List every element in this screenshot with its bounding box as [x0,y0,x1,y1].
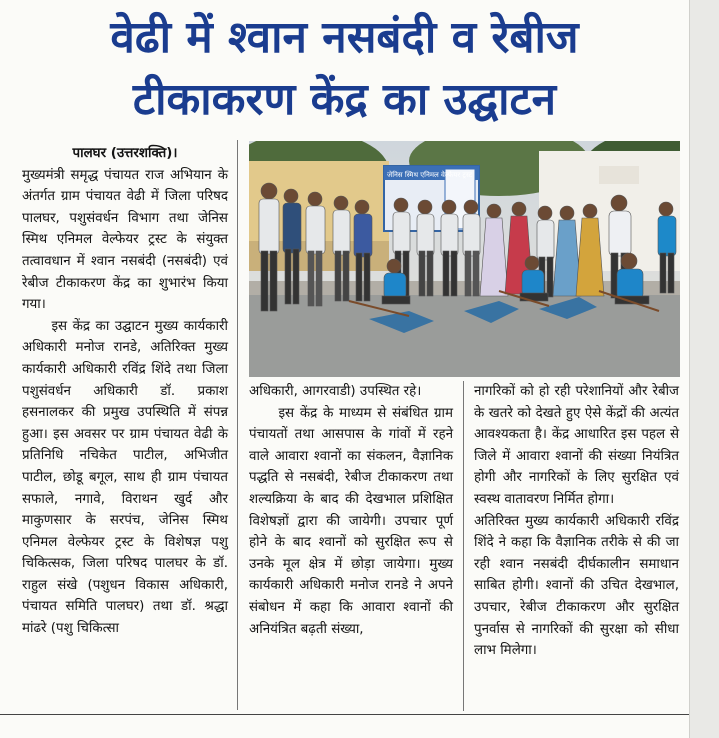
article-column-3 [474,381,679,662]
paragraph: अतिरिक्त मुख्य कार्यकारी अधिकारी रविंद्र शिंदे ने कहा कि वैज्ञानिक तरीके से की जा रही श्वान नसबंदी दीर्घकालीन समाधान साबित होगी। श्वानों की उचित देखभाल, उपचार, रेबीज टीकाकरण और सुरक्षित पुनर्वास से नागरिकों की सुरक्षा को सीधा लाभ मिलेगा। [474,513,679,659]
paragraph: इस केंद्र के माध्यम से संबंधित ग्राम पंचायतों तथा आसपास के गांवों में रहने वाले आवारा श्वानों का संकलन, वैज्ञानिक पद्धति से नसबंदी, रेबीज टीकाकरण तथा शल्यक्रिया के बाद की देखभाल प्रशिक्षित विशेषज्ञों द्वारा की जायेगी। उपचार पूर्ण होने के बाद श्वानों को सुरक्षित रूप से उनके मूल क्षेत्र में छोड़ा जायेगा। मुख्य कार्यकारी अधिकारी मनोज रानडे ने अपने संबोधन में कहा कि आवारा श्वानों की अनियंत्रित बढ़ती संख्या, [249,405,453,637]
page-bottom-rule [0,714,689,715]
paragraph: अधिकारी, आगरवाडी) उपस्थित रहे। [249,384,422,399]
article-column-1 [22,143,228,640]
event-photo-illustration [249,141,680,377]
paragraph: नागरिकों को हो रही परेशानियों और रेबीज के खतरे को देखते हुए ऐसे केंद्रों की अत्यंत आवश्यकता है। केंद्र आधारित इस पहल से जिले में आवारा श्वानों की संख्या नियंत्रित होगी और नागरिकों के लिए सुरक्षित एवं स्वस्थ वातावरण निर्मित होगा। [474,384,679,507]
banner-text: जेनिस स्मिथ एनिमल वेल्फेयर ट्रस्ट [387,171,473,179]
dateline: पालघर (उत्तरशक्ति)। [72,146,178,161]
adjacent-page-edge [689,0,719,738]
paragraph: इस केंद्र का उद्घाटन मुख्य कार्यकारी अधिकारी मनोज रानडे, अतिरिक्त मुख्य कार्यकारी अधिकारी रविंद्र शिंदे तथा जिला पशुसंवर्धन अधिकारी डॉ. प्रकाश हसनालकर की प्रमुख उपस्थिति में संपन्न हुआ। इस अवसर पर ग्राम पंचायत वेढी के प्रतिनिधि नचिकेत पाटील, अभिजीत पाटील, छोडू बगूल, साथ ही ग्राम पंचायत सफाले, नगावे, विराथन खुर्द और माकुणसार के सरपंच, जेनिस स्मिथ एनिमल वेल्फेयर ट्रस्ट के विशेषज्ञ पशु चिकित्सक, जिला परिषद पालघर के डॉ. राहुल संखे (पशुधन विकास अधिकारी, पंचायत समिति पालघर) तथा डॉ. श्रद्धा मांढरे (पशु चिकित्सा [22,318,228,637]
article-column-2 [249,381,453,640]
paragraph: मुख्यमंत्री समृद्ध पंचायत राज अभियान के अंतर्गत ग्राम पंचायत वेढी में जिला परिषद पालघर, पशुसंवर्धन विभाग तथा जेनिस स्मिथ एनिमल वेल्फेयर ट्रस्ट के संयुक्त तत्वावधान में श्वान नसबंदी (नसबंदी) एवं रेबीज टीकाकरण केंद्र का शुभारंभ किया गया। [22,167,228,313]
column-divider [237,140,238,710]
event-photo [249,141,680,377]
headline-line-2: टीकाकरण केंद्र का उद्घाटन [132,74,557,125]
column-divider [463,381,464,711]
headline-line-1: वेढी में श्वान नसबंदी व रेबीज [110,12,579,63]
